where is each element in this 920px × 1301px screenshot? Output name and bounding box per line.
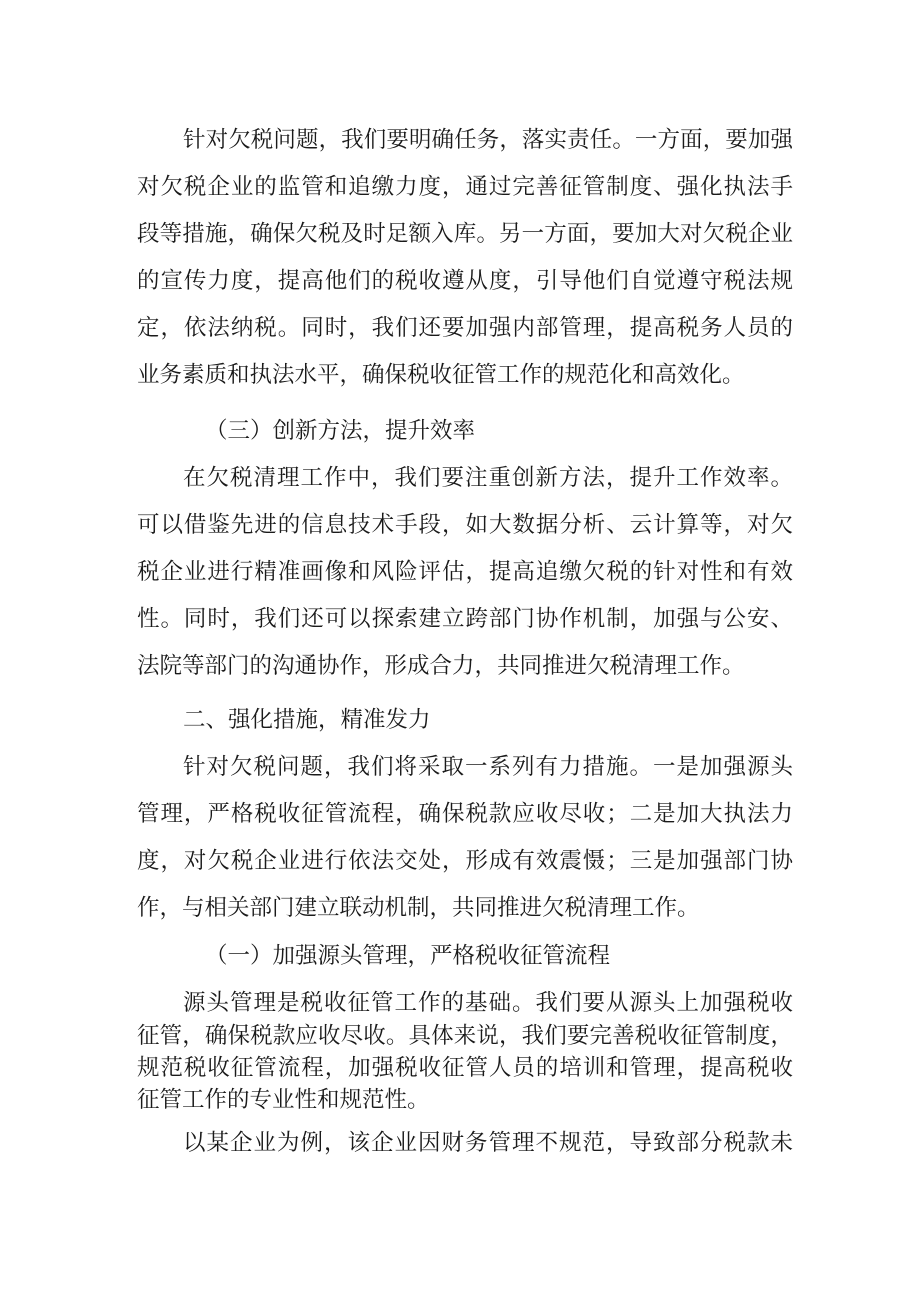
paragraph-line: 以某企业为例，该企业因财务管理不规范，导致部分税款未	[183, 1130, 793, 1156]
paragraph-line: 管理，严格税收征管流程，确保税款应收尽收；二是加大执法力	[137, 801, 793, 827]
paragraph-line: 征管，确保税款应收尽收。具体来说，我们要完善税收征管制度，	[137, 1023, 793, 1049]
paragraph-line: 征管工作的专业性和规范性。	[137, 1087, 430, 1113]
paragraph-line: 作，与相关部门建立联动机制，共同推进欠税清理工作。	[137, 895, 700, 921]
paragraph-line: 在欠税清理工作中，我们要注重创新方法，提升工作效率。	[183, 465, 793, 491]
paragraph-line: 可以借鉴先进的信息技术手段，如大数据分析、云计算等，对欠	[137, 512, 793, 538]
paragraph-line: 源头管理是税收征管工作的基础。我们要从源头上加强税收	[183, 990, 793, 1016]
paragraph-line: 度，对欠税企业进行依法交处，形成有效震慑；三是加强部门协	[137, 848, 793, 874]
paragraph-line: 法院等部门的沟通协作，形成合力，共同推进欠税清理工作。	[137, 653, 745, 679]
paragraph-line: 业务素质和执法水平，确保税收征管工作的规范化和高效化。	[137, 362, 745, 388]
paragraph-line: 针对欠税问题，我们将采取一系列有力措施。一是加强源头	[183, 754, 793, 780]
paragraph-line: 定，依法纳税。同时，我们还要加强内部管理，提高税务人员的	[137, 315, 793, 341]
paragraph-line: 规范税收征管流程，加强税收征管人员的培训和管理，提高税收	[137, 1055, 793, 1081]
paragraph-line: 税企业进行精准画像和风险评估，提高追缴欠税的针对性和有效	[137, 559, 793, 585]
paragraph-line: 对欠税企业的监管和追缴力度，通过完善征管制度、强化执法手	[137, 174, 793, 200]
section-heading: 二、强化措施，精准发力	[183, 707, 431, 733]
section-heading: （三）创新方法，提升效率	[205, 418, 476, 444]
paragraph-line: 段等措施，确保欠税及时足额入库。另一方面，要加大对欠税企业	[137, 221, 793, 247]
paragraph-line: 的宣传力度，提高他们的税收遵从度，引导他们自觉遵守税法规	[137, 268, 793, 294]
paragraph-line: 性。同时，我们还可以探索建立跨部门协作机制，加强与公安、	[137, 606, 793, 632]
paragraph-line: 针对欠税问题，我们要明确任务，落实责任。一方面，要加强	[183, 127, 793, 153]
section-heading: （一）加强源头管理，严格税收征管流程	[205, 943, 611, 969]
